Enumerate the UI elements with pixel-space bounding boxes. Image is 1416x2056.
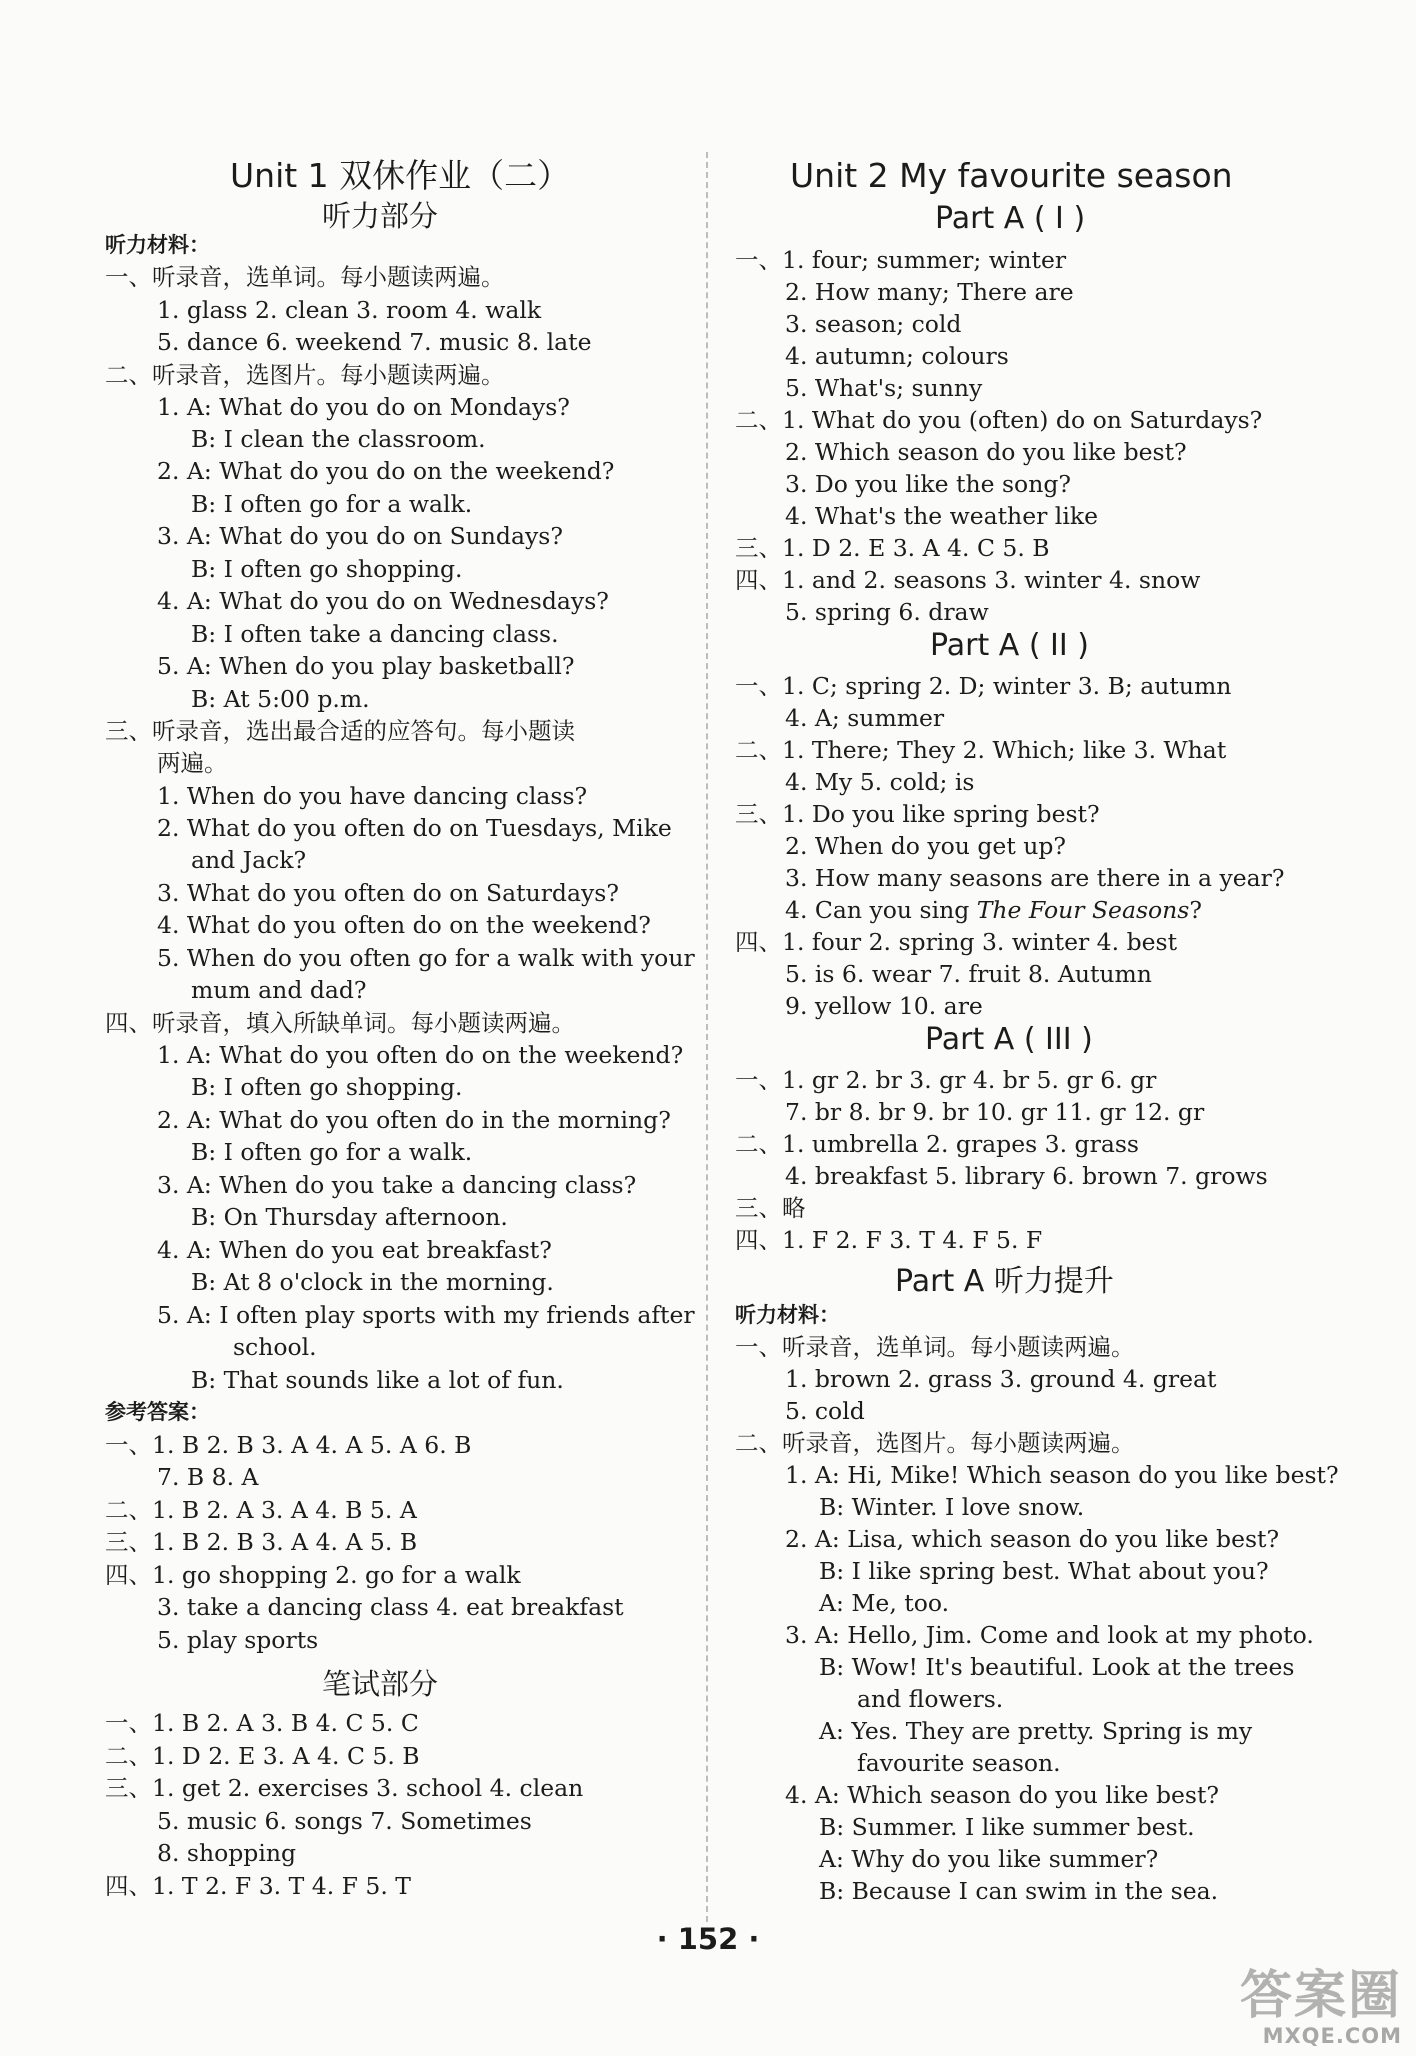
answer-line: 4. A; summer [785,704,945,732]
list-item: 5. A: I often play sports with my friends after [157,1301,695,1329]
list-item: B: I often go shopping. [191,1073,463,1101]
answer-line: 5. spring 6. draw [785,598,989,626]
section-3-header-cont: 两遍。 [157,749,228,777]
answer-line: 四、1. and 2. seasons 3. winter 4. snow [735,566,1201,594]
answer-line: 四、1. four 2. spring 3. winter 4. best [735,928,1178,956]
list-item: 4. What do you often do on the weekend? [157,911,651,939]
list-item: 4. A: Which season do you like best? [785,1781,1220,1809]
list-item: 3. A: When do you take a dancing class? [157,1171,637,1199]
answer-line: 4. My 5. cold; is [785,768,975,796]
list-item: A: Me, too. [819,1589,950,1617]
answer-line: 2. Which season do you like best? [785,438,1187,466]
section-3-header: 三、听录音，选出最合适的应答句。每小题读 [105,717,575,745]
list-item: mum and dad? [191,976,367,1004]
listening-heading: 听力部分 [322,199,439,233]
section-4-header: 四、听录音，填入所缺单词。每小题读两遍。 [105,1009,575,1037]
part-a-1-heading: Part A ( I ) [935,201,1086,236]
list-item: 5. dance 6. weekend 7. music 8. late [157,328,592,356]
list-item: A: Why do you like summer? [819,1845,1159,1873]
answer-line: 二、1. D 2. E 3. A 4. C 5. B [105,1742,420,1770]
answer-line: 三、1. B 2. B 3. A 4. A 5. B [105,1528,418,1556]
answer-line: 四、1. go shopping 2. go for a walk [105,1561,521,1589]
written-heading: 笔试部分 [322,1667,439,1701]
list-item: 5. When do you often go for a walk with your [157,944,695,972]
answer-line: 3. season; cold [785,310,962,338]
answer-line: 3. take a dancing class 4. eat breakfast [157,1593,624,1621]
answer-line: 2. How many; There are [785,278,1074,306]
unit2-title: Unit 2 My favourite season [790,156,1233,195]
answer-line: 三、1. Do you like spring best? [735,800,1100,828]
answer-line: 4. What's the weather like [785,502,1098,530]
answers-label: 参考答案： [105,1400,210,1424]
answer-line: 7. br 8. br 9. br 10. gr 11. gr 12. gr [785,1098,1205,1126]
list-item: B: That sounds like a lot of fun. [191,1366,564,1394]
part-a-2-heading: Part A ( II ) [930,628,1089,663]
answer-text: ? [1189,896,1202,924]
list-item: B: Because I can swim in the sea. [819,1877,1219,1905]
list-item: 1. A: What do you do on Mondays? [157,393,570,421]
watermark-logo: 答案圈 [1239,1966,1402,2026]
list-item: 2. A: What do you often do in the morning? [157,1106,671,1134]
list-item: 3. A: Hello, Jim. Come and look at my photo. [785,1621,1314,1649]
section-header: 一、听录音，选单词。每小题读两遍。 [735,1333,1135,1361]
section-2-header: 二、听录音，选图片。每小题读两遍。 [105,361,505,389]
list-item: and Jack? [191,846,307,874]
answer-line: 5. play sports [157,1626,319,1654]
list-item: 3. A: What do you do on Sundays? [157,522,563,550]
list-item: B: I clean the classroom. [191,425,486,453]
answer-line: 4. breakfast 5. library 6. brown 7. grows [785,1162,1268,1190]
list-item: 1. brown 2. grass 3. ground 4. great [785,1365,1217,1393]
answer-line: 三、1. get 2. exercises 3. school 4. clean [105,1774,584,1802]
list-item: 1. A: Hi, Mike! Which season do you like best? [785,1461,1339,1489]
answer-line [785,895,1202,925]
watermark [1240,1968,1402,2048]
list-item: school. [233,1333,317,1361]
answer-line: 8. shopping [157,1839,297,1867]
list-item: B: I often go shopping. [191,555,463,583]
list-item: 1. glass 2. clean 3. room 4. walk [157,296,542,324]
answer-line: 四、1. F 2. F 3. T 4. F 5. F [735,1226,1043,1254]
list-item: B: I often take a dancing class. [191,620,559,648]
answer-line: 二、1. There; They 2. Which; like 3. What [735,736,1227,764]
answer-line: 5. is 6. wear 7. fruit 8. Autumn [785,960,1152,988]
material-label: 听力材料： [105,233,210,257]
list-item: and flowers. [857,1685,1004,1713]
answer-line: 4. autumn; colours [785,342,1009,370]
unit1-title: Unit 1 双休作业（二） [230,156,571,195]
list-item: B: At 8 o'clock in the morning. [191,1268,554,1296]
list-item: B: Wow! It's beautiful. Look at the trees [819,1653,1295,1681]
answer-line: 一、1. B 2. A 3. B 4. C 5. C [105,1709,419,1737]
list-item: B: At 5:00 p.m. [191,685,370,713]
answer-line: 一、1. four; summer; winter [735,246,1067,274]
list-item: B: I often go for a walk. [191,1138,473,1166]
answer-line: 二、1. B 2. A 3. A 4. B 5. A [105,1496,417,1524]
column-divider [706,152,708,1922]
answer-line: 3. How many seasons are there in a year? [785,864,1285,892]
list-item: A: Yes. They are pretty. Spring is my [819,1717,1253,1745]
answer-line: 三、1. D 2. E 3. A 4. C 5. B [735,534,1050,562]
answer-line: 一、1. B 2. B 3. A 4. A 5. A 6. B [105,1431,472,1459]
list-item: B: On Thursday afternoon. [191,1203,508,1231]
list-item: 1. A: What do you often do on the weekend? [157,1041,684,1069]
list-item: 1. When do you have dancing class? [157,782,588,810]
list-item: favourite season. [857,1749,1061,1777]
list-item: 3. What do you often do on Saturdays? [157,879,619,907]
list-item: 4. A: What do you do on Wednesdays? [157,587,609,615]
list-item: 2. A: What do you do on the weekend? [157,457,615,485]
answer-line: 7. B 8. A [157,1463,259,1491]
list-item: B: Summer. I like summer best. [819,1813,1195,1841]
song-title: The Four Seasons [976,896,1190,924]
answer-line: 一、1. gr 2. br 3. gr 4. br 5. gr 6. gr [735,1066,1157,1094]
answer-line: 三、略 [735,1194,806,1222]
answer-text: 4. Can you sing [785,896,977,924]
answer-line: 9. yellow 10. are [785,992,983,1020]
list-item: 2. A: Lisa, which season do you like best? [785,1525,1280,1553]
answer-line: 一、1. C; spring 2. D; winter 3. B; autumn [735,672,1232,700]
answer-line: 5. What's; sunny [785,374,983,402]
part-a-3-heading: Part A ( III ) [925,1022,1093,1057]
answer-line: 二、1. What do you (often) do on Saturdays? [735,406,1263,434]
list-item: 4. A: When do you eat breakfast? [157,1236,552,1264]
section-1-header: 一、听录音，选单词。每小题读两遍。 [105,263,505,291]
list-item: B: I often go for a walk. [191,490,473,518]
answer-line: 3. Do you like the song? [785,470,1071,498]
list-item: B: Winter. I love snow. [819,1493,1085,1521]
answer-line: 四、1. T 2. F 3. T 4. F 5. T [105,1872,411,1900]
list-item: B: I like spring best. What about you? [819,1557,1269,1585]
list-item: 5. A: When do you play basketball? [157,652,575,680]
answer-line: 2. When do you get up? [785,832,1067,860]
answer-line: 5. music 6. songs 7. Sometimes [157,1807,532,1835]
part-a-listening-heading: Part A 听力提升 [895,1264,1114,1299]
watermark-url: MXQE.COM [1262,2024,1402,2048]
section-header: 二、听录音，选图片。每小题读两遍。 [735,1429,1135,1457]
answer-line: 二、1. umbrella 2. grapes 3. grass [735,1130,1139,1158]
list-item: 2. What do you often do on Tuesdays, Mike [157,814,672,842]
material-label: 听力材料： [735,1303,840,1327]
page-number: · 152 · [656,1922,760,1956]
list-item: 5. cold [785,1397,865,1425]
